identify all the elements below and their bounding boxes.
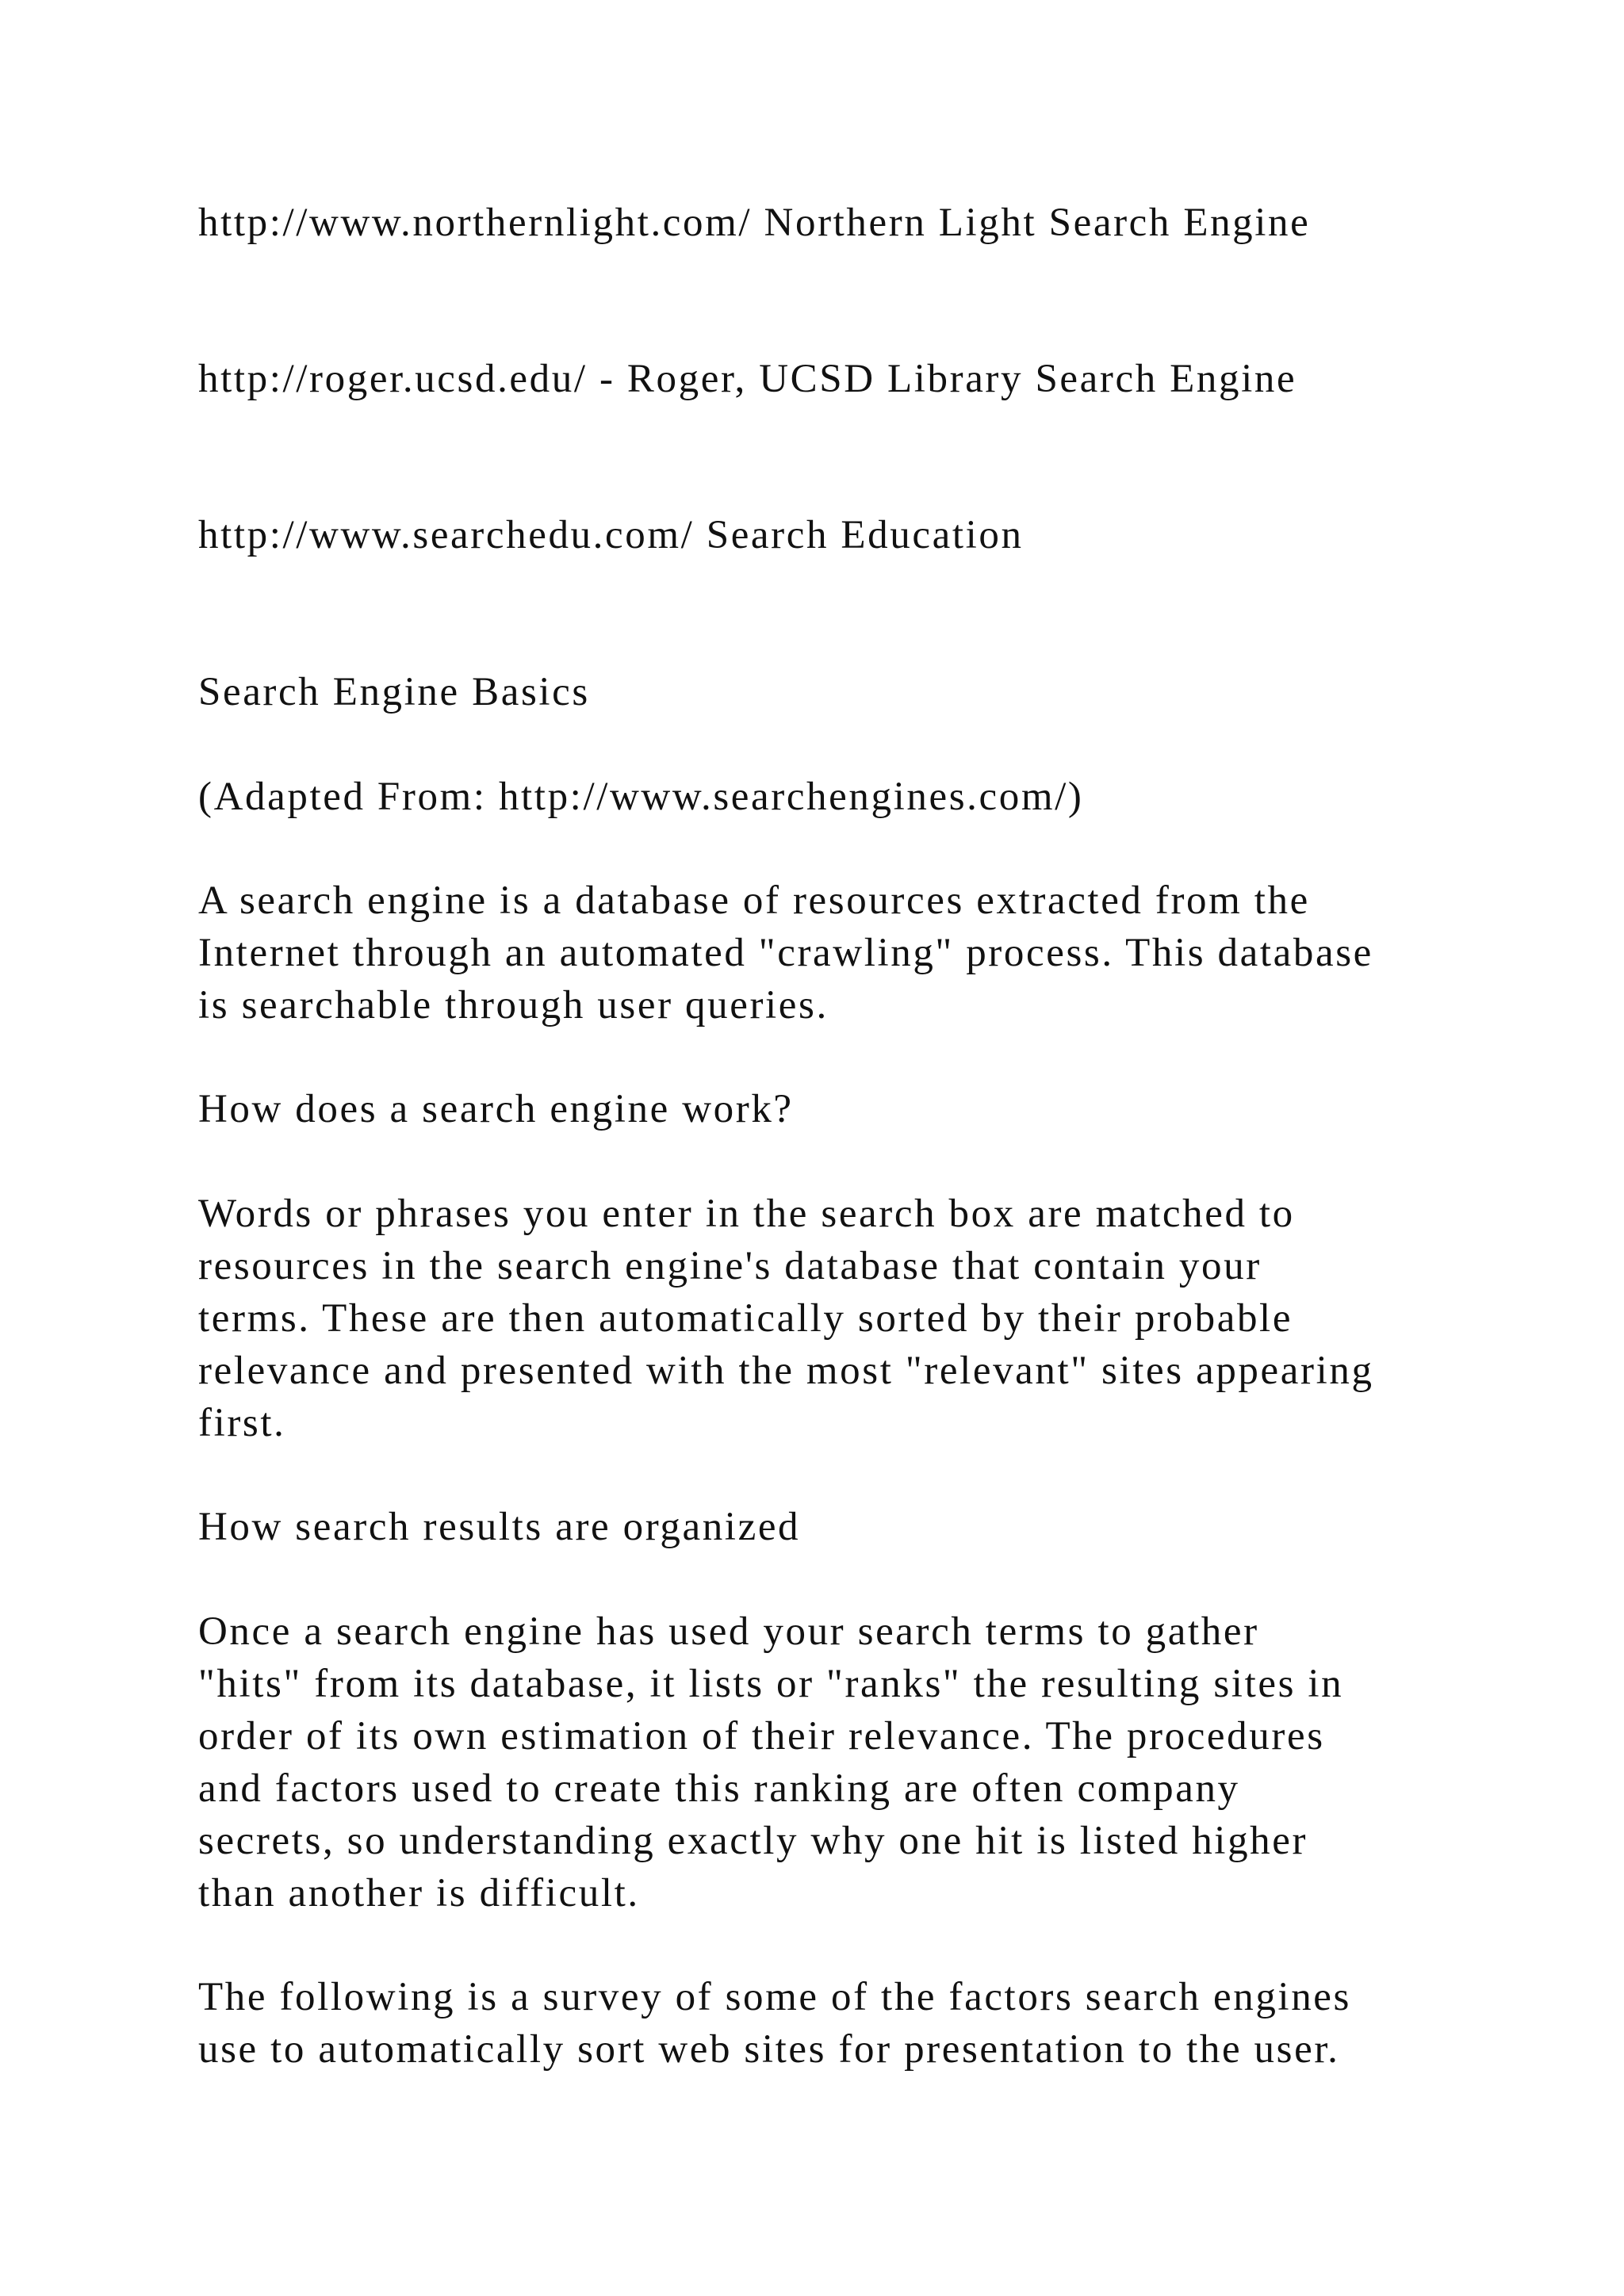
results-organized-paragraph xyxy=(198,1605,1343,1919)
question-how-it-works: How does a search engine work? xyxy=(198,1087,794,1131)
link-roger-ucsd: http://roger.ucsd.edu/ - Roger, UCSD Library Search Engine xyxy=(198,357,1297,401)
survey-paragraph xyxy=(198,1971,1351,2076)
paragraph-line: The following is a survey of some of the factors search engines xyxy=(198,1975,1351,2019)
paragraph-line: and factors used to create this ranking are often company xyxy=(198,1766,1240,1811)
adapted-from-note: (Adapted From: http://www.searchengines.com/) xyxy=(198,775,1084,819)
paragraph-line: secrets, so understanding exactly why one hit is listed higher xyxy=(198,1819,1308,1863)
paragraph-line: relevance and presented with the most "relevant" sites appearing xyxy=(198,1349,1374,1393)
intro-line: is searchable through user queries. xyxy=(198,983,829,1027)
intro-line: Internet through an automated "crawling" process. This database xyxy=(198,931,1373,975)
link-northern-light: http://www.northernlight.com/ Northern Light Search Engine xyxy=(198,201,1311,245)
paragraph-line: "hits" from its database, it lists or "ranks" the resulting sites in xyxy=(198,1662,1344,1706)
intro-line: A search engine is a database of resources extracted from the xyxy=(198,878,1310,923)
paragraph-line: Words or phrases you enter in the search box are matched to xyxy=(198,1192,1295,1236)
paragraph-line: than another is difficult. xyxy=(198,1871,640,1915)
paragraph-line: order of its own estimation of their relevance. The procedures xyxy=(198,1714,1325,1758)
section-title: Search Engine Basics xyxy=(198,670,590,714)
paragraph-line: terms. These are then automatically sorted by their probable xyxy=(198,1296,1293,1341)
paragraph-line: Once a search engine has used your search terms to gather xyxy=(198,1609,1259,1654)
link-searchedu: http://www.searchedu.com/ Search Education xyxy=(198,513,1024,557)
paragraph-line: resources in the search engine's database that contain your xyxy=(198,1244,1262,1288)
how-it-works-paragraph xyxy=(198,1188,1374,1449)
paragraph-line: first. xyxy=(198,1401,286,1445)
paragraph-line: use to automatically sort web sites for presentation to the user. xyxy=(198,2027,1340,2072)
question-results-organized: How search results are organized xyxy=(198,1505,801,1549)
intro-paragraph xyxy=(198,874,1373,1031)
